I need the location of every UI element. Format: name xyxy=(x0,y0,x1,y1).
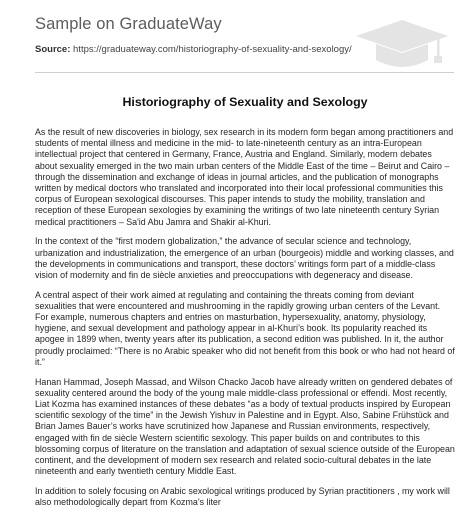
paragraph: A central aspect of their work aimed at regulating and containing the threats coming from deviant sexualities that were encountered and mushrooming in the rapidly growing urban centers of the Levant. For example, numerous chapters and entries on masturbation, hypersexuality, anatomy, physiology, hygiene, and sexual development and pathology appear in al-Khuri’s book. Its popularity reached its apogee in 1899 when, twenty years after its publication, a second edition was published. In it, the author proudly proclaimed: “There is no Arabic speaker who did not benefit from this book or who had not heard of it.” xyxy=(35,289,455,367)
paragraph: In the context of the “first modern globalization,” the advance of secular science and technology, urbanization and industrialization, the emergence of an urban (bourgeois) middle and working classes, and the developments in communications and transport, these doctors’ writings form part of a middle-class vision of modernity and fin de siècle anxieties and preoccupations with degeneracy and disease. xyxy=(35,236,454,280)
header-divider xyxy=(35,72,454,73)
site-brand[interactable]: Sample on GraduateWay xyxy=(35,15,222,33)
paragraph: In addition to solely focusing on Arabic sexological writings produced by Syrian practitioners , my work will also methodologically depart from Kozma’s liter xyxy=(35,485,450,508)
paragraph: As the result of new discoveries in biology, sex research in its modern form began among practitioners and students of mental illness and medicine in the mid- to late-nineteenth century as an intra-European intellectual project that centered in Germany, France, Austria and England. Similarly, modern debates about sexuality emerged in the two main urban centers of the Middle East of the time – Beirut and Cairo – through the dissemination and exchange of ideas in journal articles, and the publication of monographs written by medical doctors who translated and incorporated into their local professional communities this corpus of European sexological discourses. This paper intends to study the mobility, translation and reception of these European sexologies by examining the writings of two late nineteenth century Syrian medical practitioners – Sa'id Abu Jamra and Shakir al-Khuri. xyxy=(35,127,454,227)
article-title: Historiography of Sexuality and Sexology xyxy=(122,95,368,109)
source-link[interactable]: https://graduateway.com/historiography-of-sexuality-and-sexology/ xyxy=(73,44,352,55)
paragraph: Hanan Hammad, Joseph Massad, and Wilson Chacko Jacob have already written on gendered debates of sexuality centered around the body of the young male middle-class professional or effendi. Most recently, Liat Kozma has examined instances of these debates “as a body of textual products inspired by European scientific sexology of the time” in the Jewish Yishuv in Palestine and in Egypt. Also, Sabine Frühstück and Brian James Bauer’s works have scrutinized how Japanese and Russian environments, respectively, engaged with fin de siècle Western scientific sexology. This paper builds on and contributes to this blossoming corpus of literature on the translation and adaptation of sexual science outside of the European continent, and the development of modern sex research and related socio-cultural debates in the late nineteenth and early twentieth century Middle East. xyxy=(35,376,455,477)
article-body xyxy=(35,127,455,517)
source-label: Source: xyxy=(35,44,71,55)
graduation-cap-icon xyxy=(352,16,452,76)
